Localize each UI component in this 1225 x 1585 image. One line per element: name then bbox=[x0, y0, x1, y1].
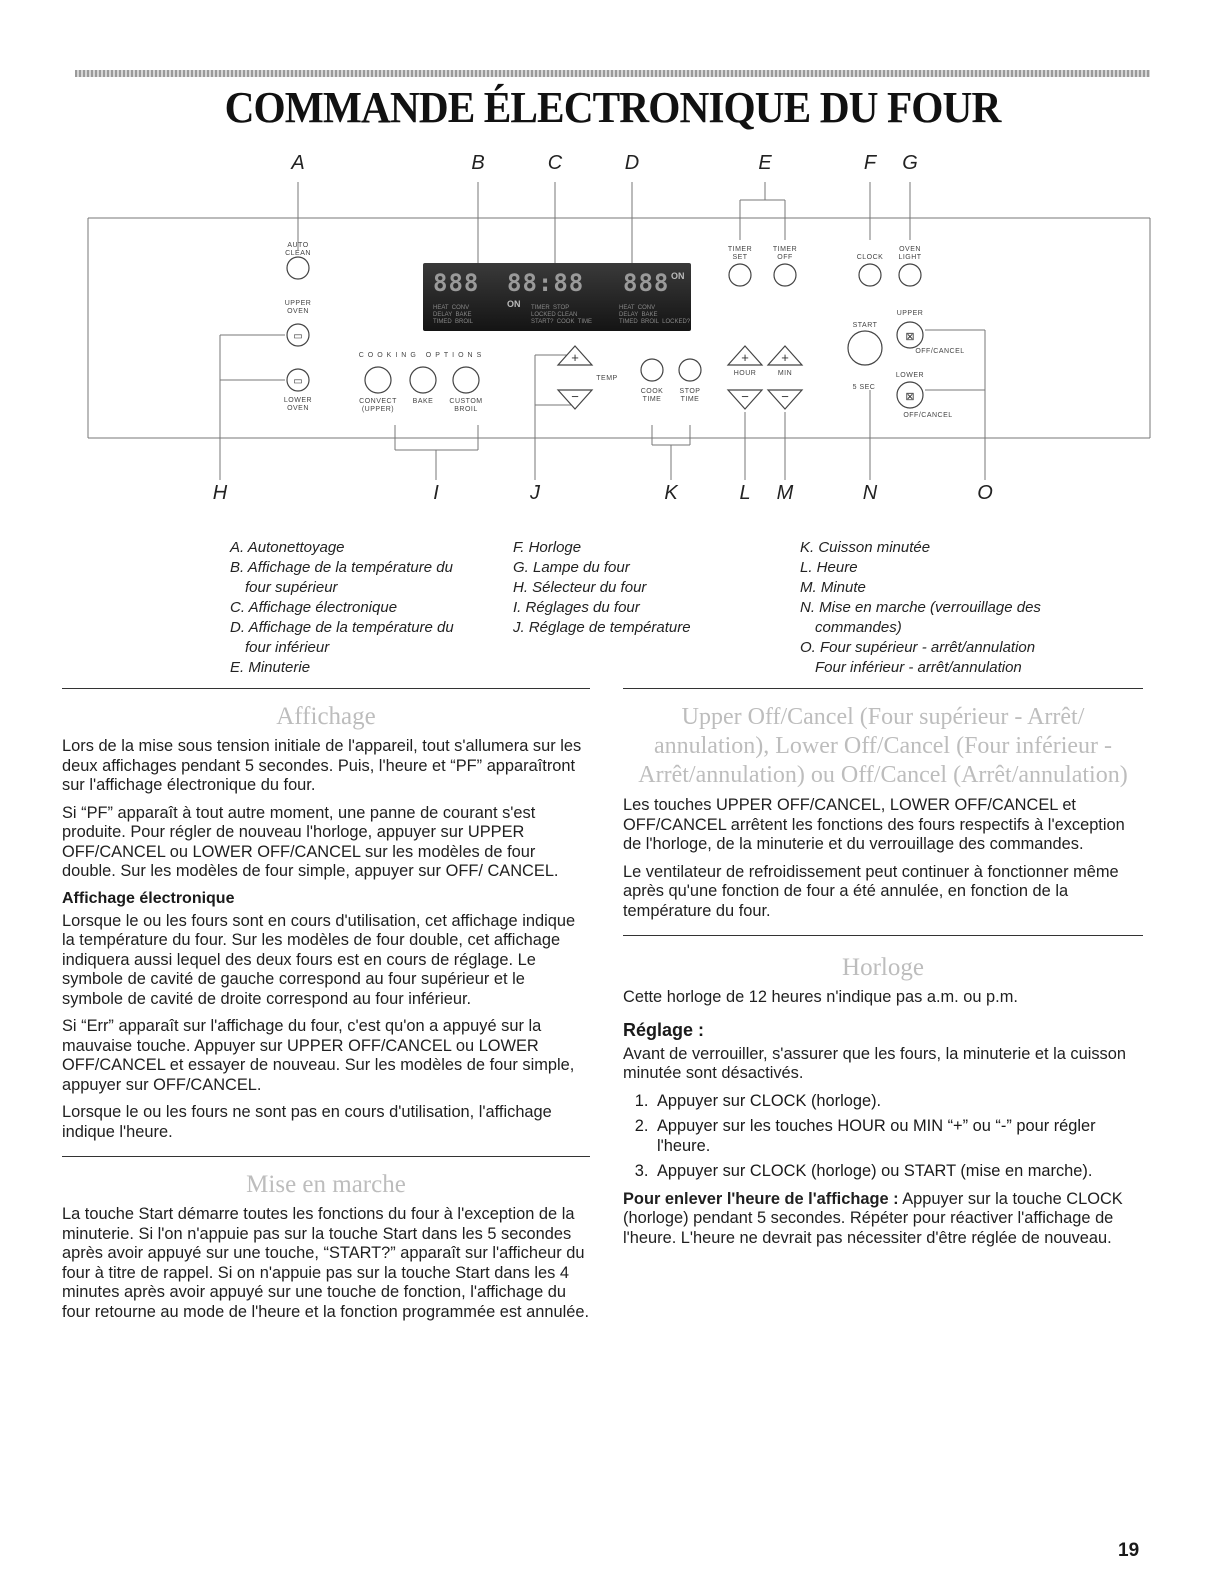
legend-item-f: F. Horloge bbox=[513, 539, 582, 556]
display-left-modes: HEAT CONV DELAY BAKE TIMED BROIL bbox=[433, 305, 474, 325]
bake-label: BAKE bbox=[412, 398, 434, 405]
affichage-paragraph-5: Lorsque le ou les fours ne sont pas en cours d'utilisation, l'affichage indique l'heure. bbox=[62, 1103, 552, 1141]
auto-clean-label: AUTO CLEAN bbox=[285, 242, 311, 257]
legend-column-1 bbox=[230, 538, 480, 678]
letter-f: F bbox=[863, 152, 877, 174]
svg-text:⊠: ⊠ bbox=[905, 331, 915, 343]
timer-off-label: TIMER OFF bbox=[772, 246, 798, 261]
horloge-paragraph-2: Avant de verrouiller, s'assurer que les fours, la minuterie et la cuisson minutée sont désactivés. bbox=[623, 1044, 1126, 1082]
letter-i: I bbox=[433, 482, 439, 504]
svg-text:⊠: ⊠ bbox=[905, 391, 915, 403]
svg-text:+: + bbox=[571, 350, 579, 365]
legend-item-o: O. Four supérieur - arrêt/annulation Four inférieur - arrêt/annulation bbox=[800, 639, 1036, 676]
horloge-paragraph-3 bbox=[623, 1190, 1143, 1249]
legend-item-b: B. Affichage de la température du four supérieur bbox=[230, 559, 453, 596]
svg-text:−: − bbox=[781, 389, 789, 404]
legend-item-g: G. Lampe du four bbox=[513, 559, 630, 576]
convect-label: CONVECT (UPPER) bbox=[359, 398, 397, 413]
off-cancel-paragraph-2: Le ventilateur de refroidissement peut continuer à fonctionner même après qu'une fonction de four a été annulée, en fonction de la température du four. bbox=[623, 862, 1119, 920]
off-cancel-upper-label: OFF/CANCEL bbox=[915, 348, 965, 355]
top-rule bbox=[75, 70, 1150, 77]
lower-oven-label: LOWER OVEN bbox=[283, 397, 313, 412]
remove-time-text: Appuyer sur la touche CLOCK (horloge) pendant 5 secondes. Répéter pour réactiver l'affichage de l'heure. L'heure ne devrait pas nécessiter d'être réglée de nouveau. bbox=[623, 1189, 1123, 1247]
svg-text:+: + bbox=[741, 350, 749, 365]
letter-g: G bbox=[902, 152, 918, 174]
display-on-right: ON bbox=[671, 271, 685, 281]
section-rule bbox=[62, 1156, 590, 1157]
affichage-paragraph-3: Lorsque le ou les fours sont en cours d'utilisation, cet affichage indique la température du four. Sur les modèles de four double, cet affichage indiquera aussi lequel des deux fours est en cours de réglage. Le symbole de cavité de gauche correspond au four supérieur et le symbole de cavité de droite correspond au four inférieur. bbox=[62, 911, 576, 1008]
hour-label: HOUR bbox=[733, 370, 757, 377]
control-panel-diagram bbox=[80, 150, 1160, 504]
section-rule bbox=[623, 935, 1143, 936]
custom-broil-label: CUSTOM BROIL bbox=[449, 398, 483, 413]
right-column bbox=[623, 688, 1143, 1256]
letter-a: A bbox=[291, 152, 305, 174]
subhead-reglage: Réglage : bbox=[623, 1019, 705, 1040]
legend-item-j: J. Réglage de température bbox=[513, 619, 691, 636]
five-sec-label: 5 SEC bbox=[852, 384, 876, 391]
section-title-affichage: Affichage bbox=[276, 703, 376, 730]
legend-item-h: H. Sélecteur du four bbox=[513, 579, 647, 596]
letter-b: B bbox=[471, 152, 485, 174]
display-center-digits: 88:88 bbox=[507, 269, 585, 297]
timer-set-label: TIMER SET bbox=[727, 246, 753, 261]
page-title: COMMANDE ÉLECTRONIQUE DU FOUR bbox=[224, 83, 1001, 132]
legend-column-2 bbox=[513, 538, 753, 638]
oven-light-label: OVEN LIGHT bbox=[898, 246, 922, 261]
section-rule bbox=[623, 688, 1143, 689]
legend-item-m: M. Minute bbox=[800, 579, 866, 596]
off-cancel-paragraph-1: Les touches UPPER OFF/CANCEL, LOWER OFF/CANCEL et OFF/CANCEL arrêtent les fonctions des fours respectifs à l'exception de l'horloge, de la minuterie et du verrouillage des commandes. bbox=[623, 796, 1125, 853]
display-right-modes: HEAT CONV DELAY BAKE TIMED BROIL LOCKED? bbox=[619, 305, 691, 325]
letter-n: N bbox=[862, 482, 878, 504]
svg-text:+: + bbox=[781, 350, 789, 365]
letter-h: H bbox=[212, 482, 228, 504]
off-cancel-lower-label: OFF/CANCEL bbox=[903, 412, 953, 419]
upper-label: UPPER bbox=[896, 310, 924, 317]
section-title-horloge: Horloge bbox=[842, 954, 924, 981]
mise-en-marche-paragraph: La touche Start démarre toutes les fonctions du four à l'exception de la minuterie. Si l'on n'appuie pas sur la touche Start dans les 5 secondes après avoir appuyé sur une touche, “START?” apparaît sur l'afficheur du four à titre de rappel. Si on n'appuie pas sur la touche Start dans les 4 minutes après avoir appuyé sur une touche de fonction, l'affichage du four retourne au mode de l'heure et la fonction programmée est annulée. bbox=[62, 1205, 590, 1321]
legend-item-l: L. Heure bbox=[800, 559, 858, 576]
letter-o: O bbox=[977, 482, 993, 504]
legend-item-a: A. Autonettoyage bbox=[230, 539, 345, 556]
display-on-left: ON bbox=[507, 299, 521, 309]
legend-item-n: N. Mise en marche (verrouillage des commandes) bbox=[800, 599, 1041, 636]
clock-step-2: 2. Appuyer sur les touches HOUR ou MIN “+” ou “-” pour régler l'heure. bbox=[653, 1117, 1143, 1156]
letter-c: C bbox=[547, 152, 563, 174]
legend-item-c: C. Affichage électronique bbox=[230, 599, 398, 616]
left-column bbox=[62, 688, 590, 1330]
letter-d: D bbox=[624, 152, 640, 174]
clock-step-1: 1. Appuyer sur CLOCK (horloge). bbox=[653, 1092, 1143, 1112]
legend-item-k: K. Cuisson minutée bbox=[800, 539, 931, 556]
affichage-paragraph-1: Lors de la mise sous tension initiale de l'appareil, tout s'allumera sur les deux affichages pendant 5 secondes. Puis, l'heure et “PF” apparaîtront sur l'affichage électronique du four. bbox=[62, 737, 582, 794]
letter-l: L bbox=[739, 482, 751, 504]
svg-text:−: − bbox=[741, 389, 749, 404]
cook-time-label: COOK TIME bbox=[640, 388, 664, 403]
svg-text:▭: ▭ bbox=[293, 331, 303, 342]
legend-item-d: D. Affichage de la température du four inférieur bbox=[230, 619, 454, 656]
letter-e: E bbox=[758, 152, 772, 174]
clock-step-3: 3. Appuyer sur CLOCK (horloge) ou START (mise en marche). bbox=[653, 1162, 1143, 1182]
letter-m: M bbox=[776, 482, 794, 504]
display-right-digits: 888 bbox=[623, 269, 670, 297]
letter-k: K bbox=[664, 482, 678, 504]
subhead-affichage-electronique: Affichage électronique bbox=[62, 889, 235, 907]
display-left-digits: 888 bbox=[433, 269, 480, 297]
section-title-off-cancel: Upper Off/Cancel (Four supérieur - Arrêt/ annulation), Lower Off/Cancel (Four inférieur - Arrêt/annulation) ou Off/Cancel (Arrêt/annulation) bbox=[638, 704, 1128, 788]
clock-label: CLOCK bbox=[856, 254, 884, 261]
min-label: MIN bbox=[777, 370, 793, 377]
clock-steps-list bbox=[623, 1092, 1143, 1182]
horloge-paragraph-1: Cette horloge de 12 heures n'indique pas a.m. ou p.m. bbox=[623, 988, 1018, 1006]
section-title-mise-en-marche: Mise en marche bbox=[246, 1171, 406, 1198]
affichage-paragraph-4: Si “Err” apparaît sur l'affichage du four, c'est qu'on a appuyé sur la mauvaise touche. Appuyer sur UPPER OFF/CANCEL ou LOWER OFF/CANCEL et essayer de nouveau. Sur les modèles de four simple, appuyer sur OFF/CANCEL. bbox=[62, 1017, 575, 1094]
cooking-options-label: COOKING OPTIONS bbox=[358, 352, 486, 359]
lower-label: LOWER bbox=[895, 372, 925, 379]
legend-item-i: I. Réglages du four bbox=[513, 599, 640, 616]
svg-text:−: − bbox=[571, 389, 579, 404]
svg-text:▭: ▭ bbox=[293, 376, 303, 387]
page-number: 19 bbox=[1118, 1540, 1140, 1561]
upper-oven-label: UPPER OVEN bbox=[284, 300, 312, 315]
temp-label: TEMP bbox=[596, 375, 618, 382]
section-rule bbox=[62, 688, 590, 689]
letter-j: J bbox=[530, 482, 540, 504]
start-label: START bbox=[852, 322, 878, 329]
legend-column-3 bbox=[800, 538, 1070, 678]
stop-time-label: STOP TIME bbox=[679, 388, 701, 403]
legend-item-e: E. Minuterie bbox=[230, 659, 311, 676]
remove-time-label: Pour enlever l'heure de l'affichage : bbox=[623, 1189, 899, 1208]
electronic-display bbox=[423, 263, 691, 331]
display-center-modes: TIMER STOP LOCKED CLEAN START? COOK TIME bbox=[531, 305, 593, 325]
affichage-paragraph-2: Si “PF” apparaît à tout autre moment, une panne de courant s'est produite. Pour régler de nouveau l'horloge, appuyer sur UPPER OFF/CANCEL ou LOWER OFF/CANCEL sur les modèles de four double. Sur les modèles de four simple, appuyer sur OFF/ CANCEL. bbox=[62, 803, 559, 880]
